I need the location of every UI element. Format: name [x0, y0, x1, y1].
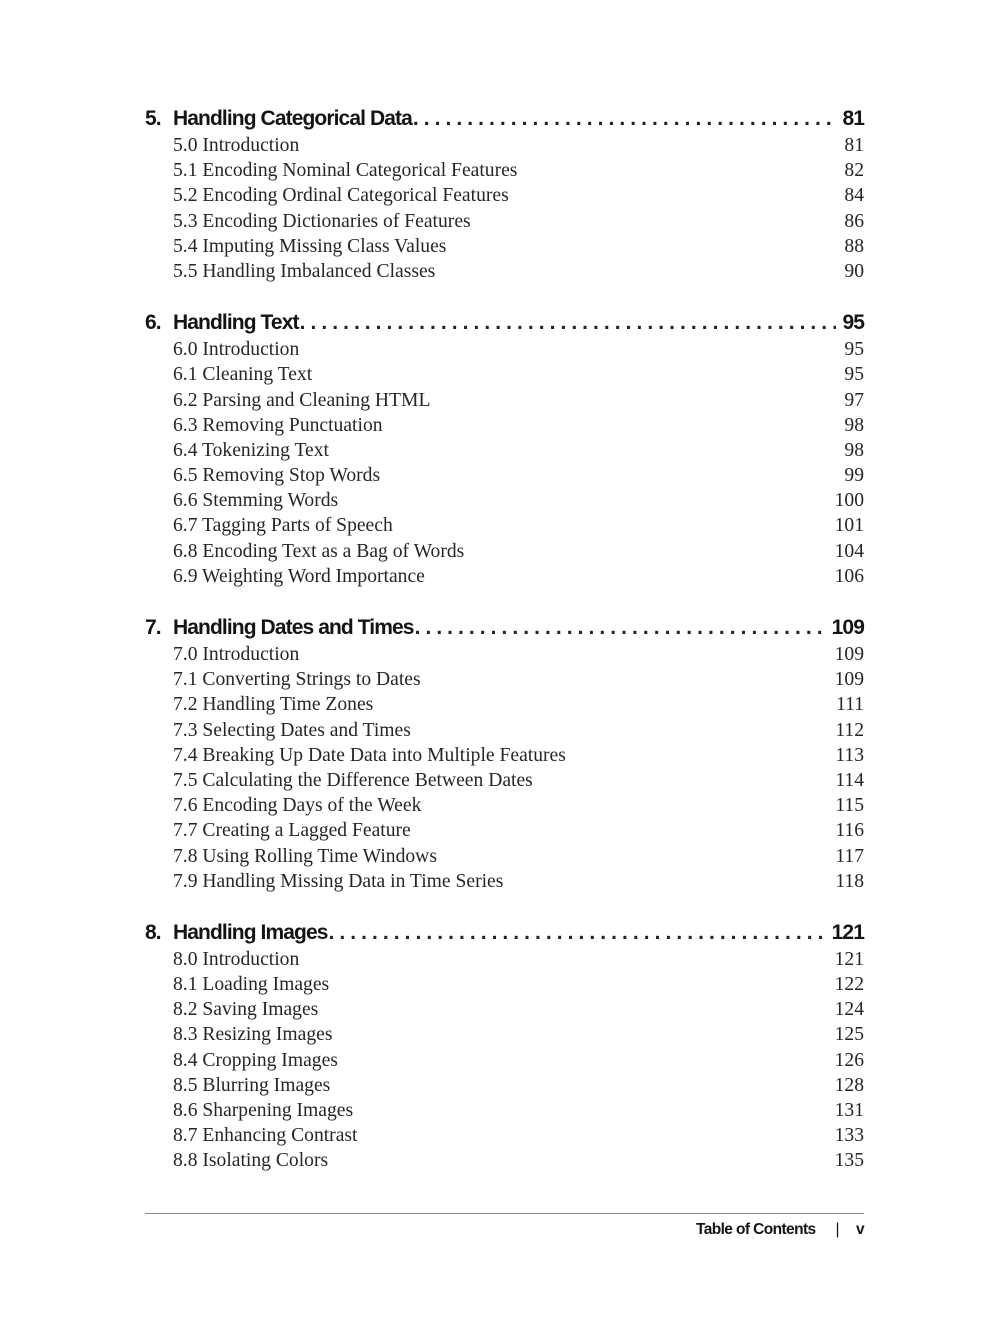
- section-title: 7.7 Creating a Lagged Feature: [173, 820, 411, 842]
- section-entry[interactable]: [145, 999, 864, 1024]
- section-entry[interactable]: [145, 694, 864, 719]
- chapter-title: Handling Text: [173, 311, 299, 335]
- section-page-number: 116: [835, 820, 864, 842]
- section-entry[interactable]: [145, 236, 864, 261]
- section-entry[interactable]: [145, 974, 864, 999]
- section-entry[interactable]: [145, 669, 864, 694]
- section-page-number: 112: [835, 719, 864, 741]
- section-title: 8.1 Loading Images: [173, 974, 330, 996]
- section-entry[interactable]: [145, 541, 864, 566]
- section-title: 6.8 Encoding Text as a Bag of Words: [173, 540, 465, 562]
- chapter-page-number: 121: [831, 920, 864, 944]
- section-entry[interactable]: [145, 745, 864, 770]
- section-list: [145, 339, 864, 591]
- section-page-number: 117: [835, 845, 864, 867]
- section-entry[interactable]: [145, 770, 864, 795]
- section-title: 6.2 Parsing and Cleaning HTML: [173, 389, 431, 411]
- section-page-number: 122: [834, 974, 864, 996]
- section-page-number: 109: [834, 669, 864, 691]
- section-page-number: 86: [844, 210, 864, 232]
- section-page-number: 118: [835, 870, 864, 892]
- section-page-number: 111: [836, 694, 864, 716]
- chapter-number: 7.: [145, 616, 161, 639]
- dot-leader: [413, 107, 837, 131]
- page-footer: [696, 1221, 864, 1239]
- section-entry[interactable]: [145, 871, 864, 896]
- footer-rule: [145, 1213, 864, 1214]
- section-title: 5.5 Handling Imbalanced Classes: [173, 260, 436, 282]
- section-page-number: 97: [844, 389, 864, 411]
- chapter-entry[interactable]: [145, 921, 864, 949]
- section-page-number: 95: [844, 339, 864, 361]
- section-title: 7.5 Calculating the Difference Between Dates: [173, 769, 533, 791]
- section-entry[interactable]: [145, 261, 864, 286]
- section-title: 6.7 Tagging Parts of Speech: [173, 515, 393, 537]
- section-entry[interactable]: [145, 644, 864, 669]
- section-title: 5.0 Introduction: [173, 135, 300, 156]
- chapter-entry[interactable]: [145, 107, 864, 135]
- section-title: 8.0 Introduction: [173, 948, 300, 970]
- section-entry[interactable]: [145, 339, 864, 364]
- section-list: [145, 135, 864, 286]
- section-title: 6.5 Removing Stop Words: [173, 465, 381, 487]
- chapter-number: 6.: [145, 311, 161, 335]
- chapter-title: Handling Categorical Data: [173, 107, 412, 130]
- section-page-number: 128: [834, 1074, 864, 1096]
- section-entry[interactable]: [145, 720, 864, 745]
- footer-separator: |: [835, 1221, 839, 1238]
- chapter-number: 5.: [145, 107, 161, 130]
- section-entry[interactable]: [145, 415, 864, 440]
- section-entry[interactable]: [145, 465, 864, 490]
- dot-leader: [300, 311, 837, 335]
- table-of-contents: [145, 107, 864, 1201]
- section-page-number: 104: [834, 540, 864, 562]
- section-page-number: 101: [834, 515, 864, 537]
- section-page-number: 114: [835, 769, 864, 791]
- section-page-number: 99: [844, 465, 864, 487]
- section-entry[interactable]: [145, 820, 864, 845]
- toc-chapter: [145, 921, 864, 1176]
- chapter-entry[interactable]: [145, 616, 864, 644]
- section-entry[interactable]: [145, 390, 864, 415]
- section-title: 6.1 Cleaning Text: [173, 364, 313, 386]
- section-entry[interactable]: [145, 795, 864, 820]
- section-page-number: 135: [834, 1150, 864, 1172]
- section-entry[interactable]: [145, 185, 864, 210]
- toc-chapter: [145, 107, 864, 286]
- section-title: 8.8 Isolating Colors: [173, 1150, 329, 1172]
- section-title: 7.3 Selecting Dates and Times: [173, 719, 411, 741]
- section-page-number: 106: [834, 565, 864, 587]
- section-entry[interactable]: [145, 490, 864, 515]
- dot-leader: [329, 921, 826, 945]
- section-title: 8.4 Cropping Images: [173, 1049, 338, 1071]
- section-entry[interactable]: [145, 364, 864, 389]
- section-page-number: 126: [834, 1049, 864, 1071]
- dot-leader: [415, 616, 826, 640]
- section-entry[interactable]: [145, 440, 864, 465]
- section-page-number: 125: [834, 1024, 864, 1046]
- section-title: 7.0 Introduction: [173, 644, 300, 665]
- toc-chapter: [145, 311, 864, 591]
- chapter-entry[interactable]: [145, 311, 864, 339]
- section-title: 8.3 Resizing Images: [173, 1024, 333, 1046]
- footer-page-number: v: [855, 1221, 864, 1238]
- section-entry[interactable]: [145, 515, 864, 540]
- section-page-number: 90: [844, 260, 864, 282]
- section-title: 7.9 Handling Missing Data in Time Series: [173, 870, 504, 892]
- section-entry[interactable]: [145, 1024, 864, 1049]
- section-title: 7.2 Handling Time Zones: [173, 694, 374, 716]
- section-entry[interactable]: [145, 160, 864, 185]
- section-page-number: 84: [844, 185, 864, 207]
- section-title: 7.8 Using Rolling Time Windows: [173, 845, 437, 867]
- section-entry[interactable]: [145, 1125, 864, 1150]
- section-page-number: 100: [834, 490, 864, 512]
- section-entry[interactable]: [145, 566, 864, 591]
- section-page-number: 98: [844, 439, 864, 461]
- section-title: 6.3 Removing Punctuation: [173, 414, 383, 436]
- section-title: 6.4 Tokenizing Text: [173, 439, 329, 461]
- chapter-page-number: 81: [842, 107, 864, 130]
- section-page-number: 109: [834, 644, 864, 665]
- footer-label: Table of Contents: [695, 1221, 816, 1238]
- section-title: 8.5 Blurring Images: [173, 1074, 331, 1096]
- section-entry[interactable]: [145, 1150, 864, 1175]
- section-list: [145, 949, 864, 1176]
- section-entry[interactable]: [145, 949, 864, 974]
- chapter-page-number: 95: [842, 311, 864, 335]
- section-title: 7.4 Breaking Up Date Data into Multiple Features: [173, 744, 566, 766]
- section-title: 6.0 Introduction: [173, 339, 300, 361]
- section-page-number: 124: [834, 999, 864, 1021]
- section-entry[interactable]: [145, 846, 864, 871]
- section-entry[interactable]: [145, 1100, 864, 1125]
- section-page-number: 82: [844, 160, 864, 182]
- section-page-number: 98: [844, 414, 864, 436]
- section-title: 7.6 Encoding Days of the Week: [173, 795, 422, 817]
- section-page-number: 115: [835, 795, 864, 817]
- section-list: [145, 644, 864, 896]
- section-title: 5.2 Encoding Ordinal Categorical Features: [173, 185, 509, 207]
- section-title: 8.7 Enhancing Contrast: [173, 1125, 358, 1147]
- toc-chapter: [145, 616, 864, 896]
- chapter-number: 8.: [145, 920, 161, 944]
- section-page-number: 113: [835, 744, 864, 766]
- section-title: 8.6 Sharpening Images: [173, 1100, 354, 1121]
- section-title: 5.4 Imputing Missing Class Values: [173, 235, 447, 257]
- section-title: 5.1 Encoding Nominal Categorical Features: [173, 160, 518, 182]
- section-entry[interactable]: [145, 211, 864, 236]
- section-title: 8.2 Saving Images: [173, 999, 319, 1021]
- section-entry[interactable]: [145, 135, 864, 160]
- chapter-title: Handling Images: [173, 920, 328, 944]
- section-page-number: 81: [844, 135, 864, 156]
- section-title: 7.1 Converting Strings to Dates: [173, 669, 421, 691]
- section-page-number: 95: [844, 364, 864, 386]
- section-entry[interactable]: [145, 1075, 864, 1100]
- section-entry[interactable]: [145, 1050, 864, 1075]
- section-page-number: 121: [834, 948, 864, 970]
- chapter-title: Handling Dates and Times: [173, 616, 414, 639]
- chapter-page-number: 109: [831, 616, 864, 639]
- section-title: 6.6 Stemming Words: [173, 490, 339, 512]
- section-page-number: 133: [834, 1125, 864, 1147]
- section-page-number: 131: [834, 1100, 864, 1121]
- section-title: 5.3 Encoding Dictionaries of Features: [173, 210, 471, 232]
- section-page-number: 88: [844, 235, 864, 257]
- section-title: 6.9 Weighting Word Importance: [173, 565, 425, 587]
